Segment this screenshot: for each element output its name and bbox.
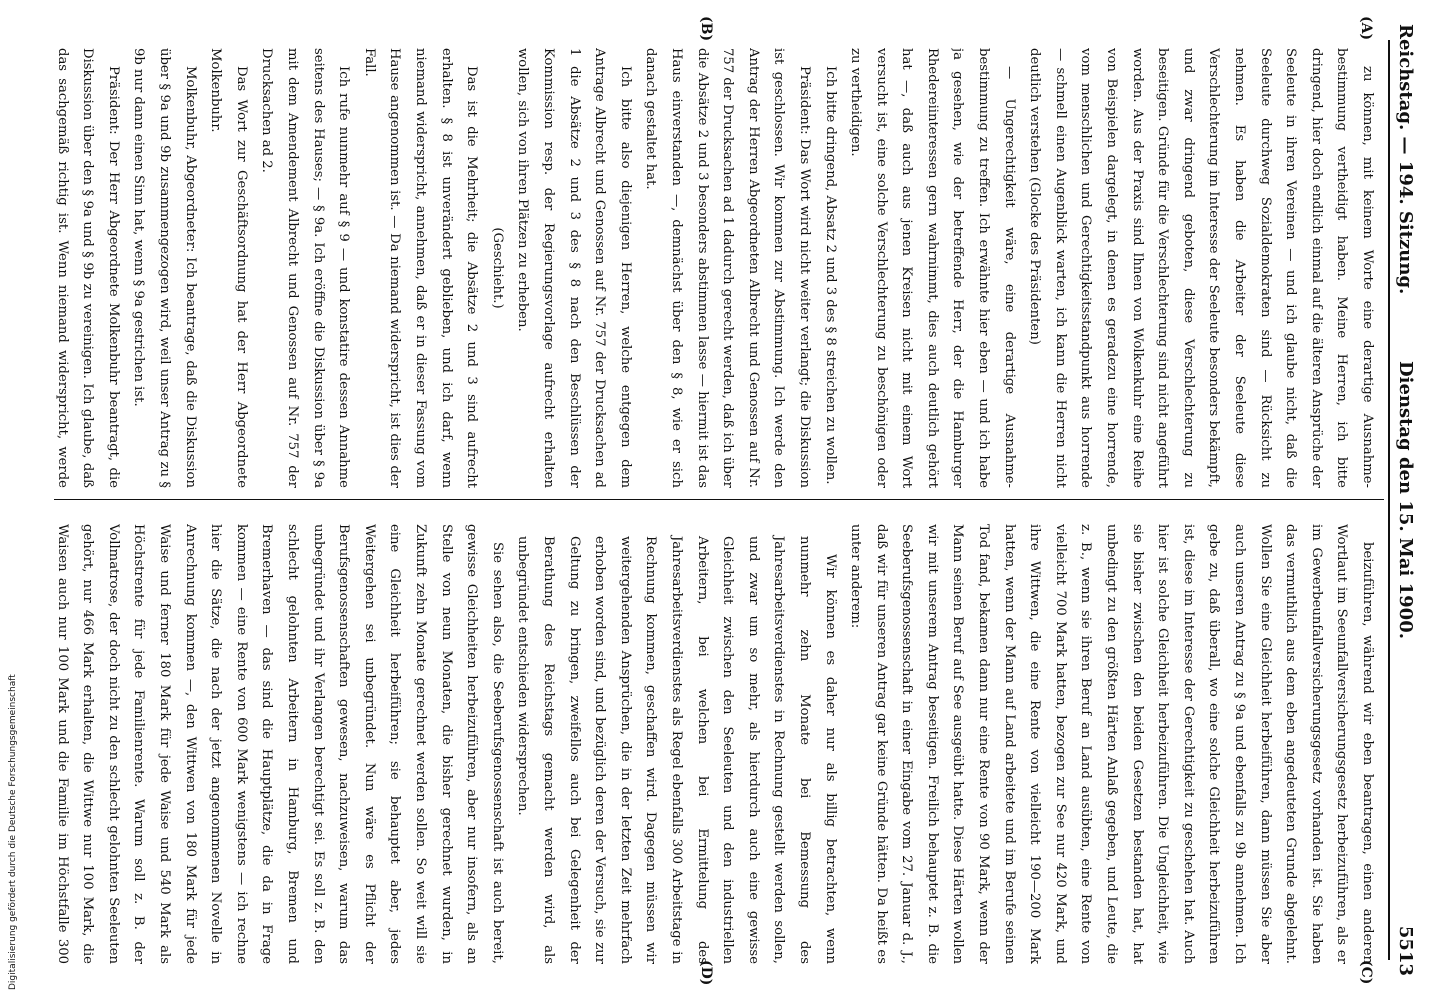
- header-left-title: Reichstag. — 194. Sitzung.: [1395, 24, 1416, 295]
- side-credit: [4, 0, 22, 990]
- paragraph: Präsident: Der Herr Abgeordnete Molkenbuhr beantragt, die Diskussion über den § 9a und § 9b zu vereinigen. Ich glaube, daß das sachgemäß richtig ist. Wenn niemand widerspricht, werde: [54, 48, 121, 488]
- paragraph: Präsident: Das Wort wird nicht weiter verlangt; die Diskussion ist geschlossen. Wir kommen zur Abstimmung. Ich werde den Antrag der Herren Abgeordneten Albrecht und Genossen auf Nr. 757 der Drucksachen ad 1 dadurch gerecht werden, daß ich über die Absätze 2 und 3 besonders abstimmen lasse — hiermit ist das Haus einverstanden —, demnächst über den § 8, wie er sich danach gestaltet hat.: [643, 48, 812, 488]
- margin-marker-c: (C): [1358, 960, 1374, 985]
- margin-marker-a: (A): [1358, 16, 1374, 41]
- document-page: [30, 0, 1434, 1000]
- paragraph: Molkenbuhr, Abgeordneter: Ich beantrage, daß die Diskussion über § 9a und 9b zusammengezogen wird, weil unser Antrag zu § 9b nur dann einen Sinn hat, wenn § 9a gestrichen ist.: [131, 48, 198, 488]
- right-column: [50, 524, 1380, 964]
- quoted-paragraph: Wir können es daher nur als billig betrachten, wenn nunmehr zehn Monate bei Bemessung des Jahresarbeitsverdienstes in Rechnung gestellt werden sollen, und zwar um so mehr, als hierdurch auch eine gewisse Gleichheit zwischen den Seeleuten und den industriellen Arbeitern, bei welchen bei Ermittelung des Jahresarbeitsverdienstes als Regel ebenfalls 300 Arbeitstage in Rechnung kommen, geschaffen wird. Dagegen müssen wir weitergehenden Ansprüchen, die in der letzten Zeit mehrfach erhoben worden sind, und bezüglich deren der Versuch, sie zur Geltung zu bringen, zweifellos auch bei Gelegenheit der Berathung des Reichstags gemacht werden wird, als unbegründet entschieden widersprechen.: [515, 536, 838, 964]
- paragraph: Ich rufe nunmehr auf § 9 — und konstatire dessen Annahme seitens des Hauses; — § 9a. Ich eröffne die Diskussion über § 9a mit dem Amendement Albrecht und Genossen auf Nr. 757 der Drucksachen ad 2.: [259, 48, 352, 488]
- paragraph: Ich bitte dringend, Absatz 2 und 3 des § 8 streichen zu wollen.: [822, 66, 838, 485]
- paragraph: — Ungerechtigkeit wäre, eine derartige Ausnahme-bestimmung zu treffen. Ich erwähnte hier eben — und ich habe ja gesehen, wie der betreffende Herr, der die Hamburger Rhedereiinteressen gern wahrnimmt, dies auch deutlich gehört hat —, daß auch aus jenen Kreisen nicht mit einem Wort versucht ist, eine solche Verschlechterung zu beschönigen oder zu vertheidigen.: [848, 48, 1017, 488]
- page-header: [1390, 14, 1420, 986]
- rotated-page-content: [30, 0, 1434, 1000]
- paragraph: (Geschieht.): [489, 227, 505, 309]
- paragraph: Ich bitte also diejenigen Herren, welche entgegen dem Antrage Albrecht und Genossen auf Nr. 757 der Drucksachen ad 1 die Absätze 2 und 3 des § 8 nach den Beschlüssen der Kommission resp. der Regierungsvorlage aufrecht erhalten wollen, sich von ihren Plätzen zu erheben.: [515, 48, 633, 488]
- paragraph: Das Wort zur Geschäftsordnung hat der Herr Abgeordnete Molkenbuhr.: [208, 48, 249, 488]
- paragraph: zu können, mit keinem Worte eine derartige Ausnahme-bestimmung vertheidigt haben. Meine Herren, ich bitte dringend, hier doch endlich einmal auf die älteren Ansprüche der Seeleute in ihren Vereinen — und ich glaube nicht, daß die Seeleute durchweg Sozialdemokraten sind — Rücksicht zu nehmen. Es haben die Arbeiter der Seeleute diese Verschlechterung im Interesse der Seeleute besonders bekämpft, und zwar dringend geboten, diese Verschlechterung zu beseitigen. Gründe für die Verschlechterung sind nicht angeführt worden. Aus der Praxis sind Ihnen von Wolkenkuhr eine Reihe von Beispielen dargelegt, in denen es geradezu eine horrende, vom menschlichen und Gerechtigkeitsstandpunkt aus horrende — schmell einen Augenblick warten, ich kann die Herren nicht deutlich verstehen (Glocke des Präsidenten): [1027, 48, 1375, 488]
- side-credit-text: Digitalisierung gefördert durch die Deutsche Forschungsgemeinschaft: [8, 674, 18, 990]
- paragraph: Sie sehen also, die Seeberufsgenossenschaft ist auch bereit, gewisse Gleichheiten herbeizuführen, aber nur insofern, als an Stelle von neun Monaten, die bisher gerechnet wurden, in Zukunft zehn Monate gerechnet werden sollen. So weit will sie eine Gleichheit herbeiführen; sie behauptet aber, jedes Weitergehen sei unbegründet. Nun wäre es Pflicht der Berufsgenossenschaften gewesen, nachzuweisen, warum das unbegründet und ihr Verlangen berechtigt sei. Es soll z. B. den schlecht gelohnten Arbeitern in Hamburg, Bremen und Bremerhaven — das sind die Hauptplätze, die da in Frage kommen — eine Rente von 600 Mark wenigstens — ich rechne hier die Sätze, die nach der jetzt angenommenen Novelle in Anrechnung kommen —, den Wittwen von 180 Mark für jede Waise und ferner 180 Mark für jede Waise und 540 Mark als Höchstrente für jede Familienrente. Warum soll z. B. der Vollmatrose, der doch nicht zu den schlecht gelohnten Seeleuten gehört, nur 466 Mark erhalten, die Wittwe nur 100 Mark, die Waisen auch nur 100 Mark und die Familie im Höchstfalle 300: [54, 524, 505, 964]
- margin-marker-b: (B): [698, 16, 714, 42]
- margin-marker-d: (D): [698, 960, 714, 986]
- paragraph: Das ist die Mehrheit; die Absätze 2 und 3 sind aufrecht erhalten. § 8 ist unverändert geblieben, und ich darf, wenn niemand widerspricht, annehmen, daß er in dieser Fassung vom Hause angenommen ist. — Da niemand widerspricht, ist dies der Fall.: [361, 48, 480, 488]
- paragraph: beizuführen, während wir eben beantragen, einen anderen Wortlaut im Seeunfallversicherungsgesetz herbeizuführen, als er im Gewerbeunfallversicherungsgesetz vorhanden ist. Sie haben das vermuthlich aus dem eben angedeuteten Grunde abgelehnt. Wollen Sie eine Gleichheit herbeiführen, dann müssen Sie aber auch unseren Antrag zu § 9a und ebenfalls zu 9b annehmen. Ich gebe zu, daß überall, wo eine solche Gleichheit herbeizuführen ist, diese im Interesse der Gerechtigkeit zu geschehen hat. Auch hier ist solche Gleichheit herbeizuführen. Die Ungleichheit, wie sie bisher zwischen den beiden Gesetzen bestanden hat, hat unbedingt zu den größten Härten Anlaß gegeben, und Leute, die z. B., wenn sie ihren Beruf an Land ausübten, eine Rente von vielleicht 700 Mark hatten, bezogen zur See nur 420 Mark, und ihre Wittwen, die eine Rente von vielleicht 190—200 Mark hatten, wenn der Mann auf Land arbeitete und im Berufe seinen Tod fand, bekamen dann nur eine Rente von 90 Mark, wenn der Mann seinen Beruf auf See ausgeübt hatte. Diese Härten wollen wir mit unserem Antrag beseitigen. Freilich behauptet z. B. die Seeberufsgenossenschaft in einer Eingabe vom 27. Januar d. J., daß wir für unseren Antrag gar keine Gründe hätten. Da heißt es unter anderem:: [848, 524, 1375, 964]
- left-column: [50, 48, 1380, 488]
- column-divider: [54, 499, 1384, 500]
- header-rule: [1388, 40, 1390, 960]
- page-number: 5513: [1395, 925, 1416, 976]
- header-date: Dienstag den 15. Mai 1900.: [1395, 361, 1416, 639]
